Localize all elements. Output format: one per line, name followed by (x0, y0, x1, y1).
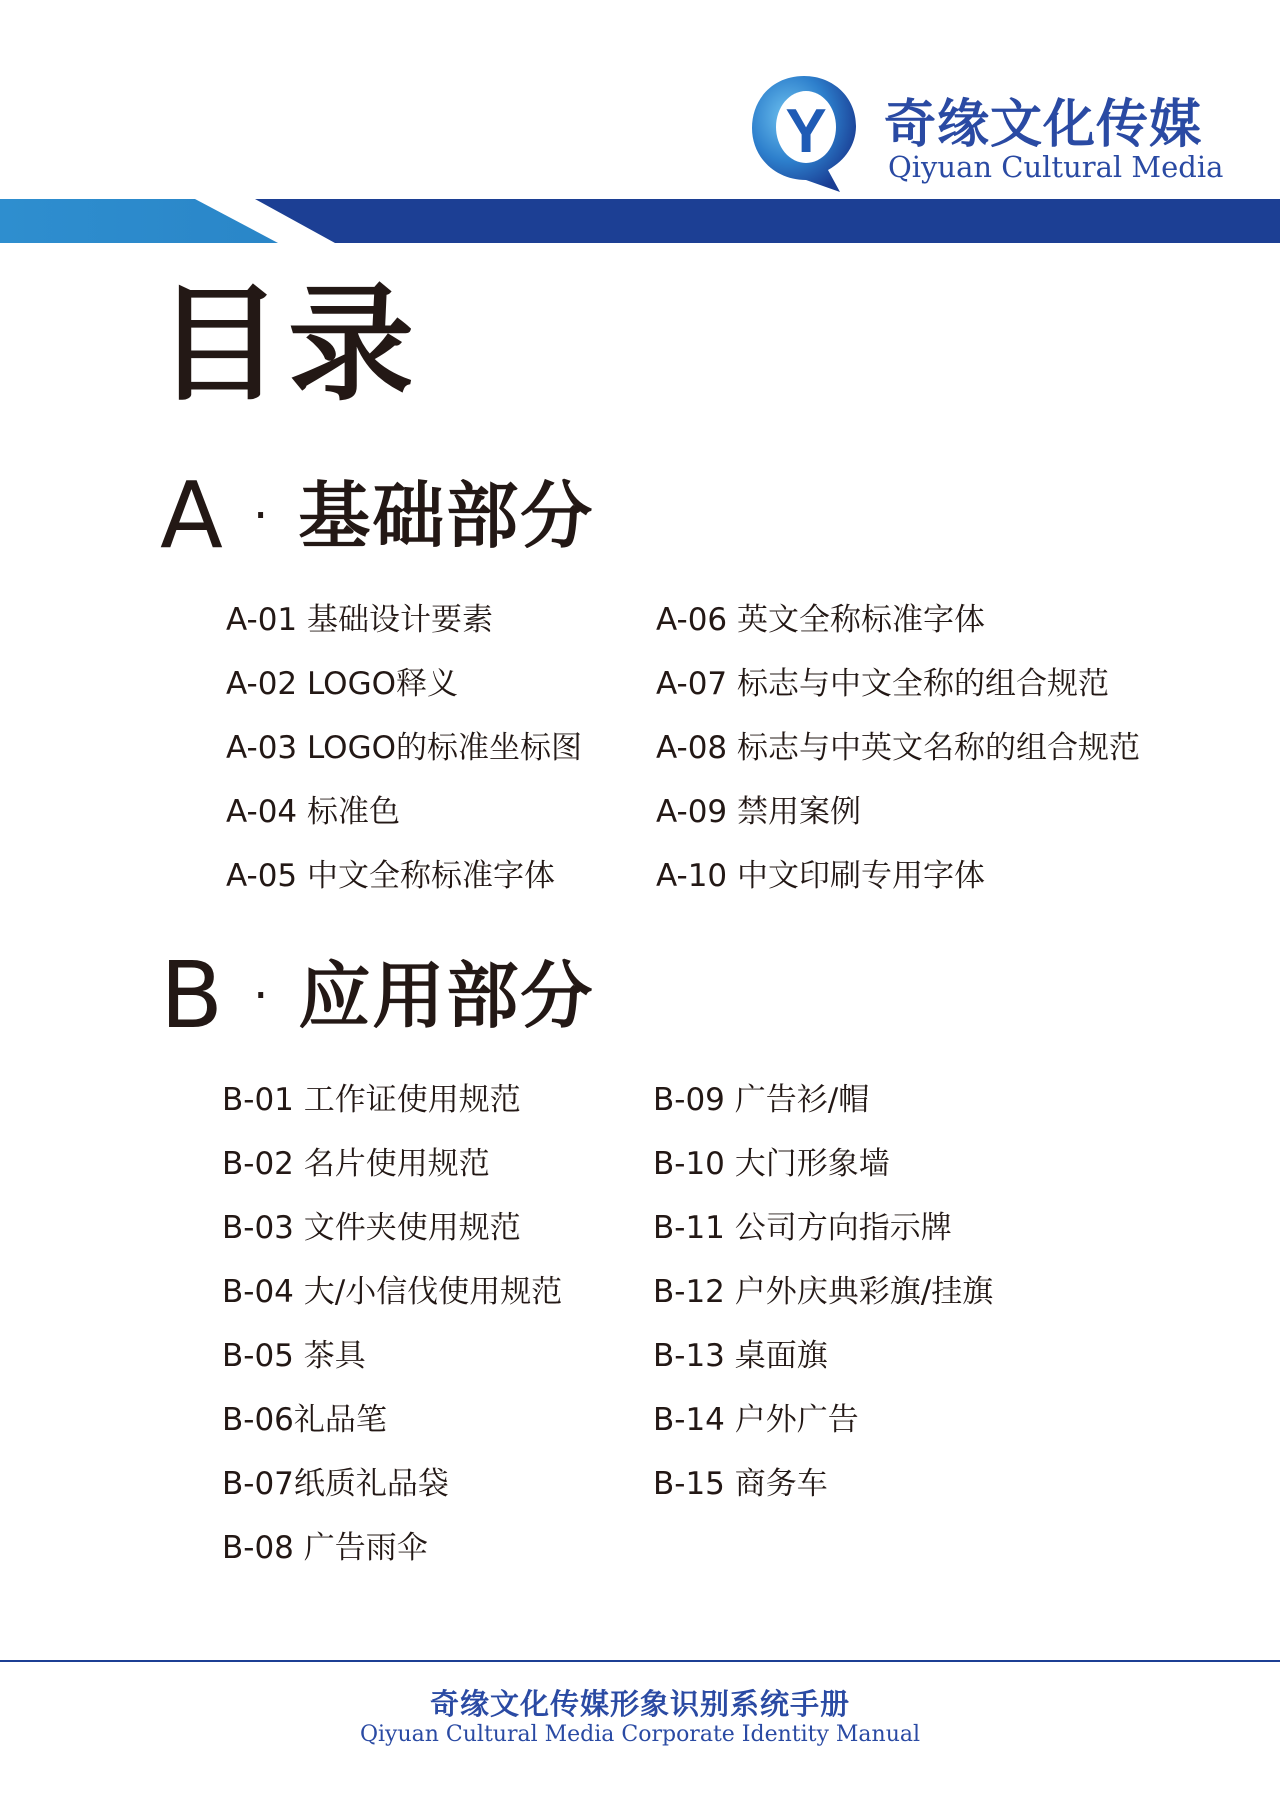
footer-title-en: Qiyuan Cultural Media Corporate Identity Manual (359, 1722, 921, 1747)
brand-name-en: Qiyuan Cultural Media (888, 150, 1224, 184)
section-a-left-list (226, 602, 582, 922)
toc-item-a09[interactable]: A-09 禁用案例 (656, 794, 862, 830)
section-a-right-list (656, 602, 1140, 922)
section-a-heading (160, 462, 595, 569)
toc-item-b11[interactable]: B-11 公司方向指示牌 (653, 1210, 952, 1246)
section-a-letter: A (160, 462, 223, 569)
toc-item-b04[interactable]: B-04 大/小信伐使用规范 (222, 1274, 563, 1310)
toc-item-b07[interactable]: B-07纸质礼品袋 (222, 1466, 449, 1502)
toc-item-b10[interactable]: B-10 大门形象墙 (653, 1146, 890, 1182)
toc-item-b09[interactable]: B-09 广告衫/帽 (653, 1082, 870, 1118)
toc-item-a10[interactable]: A-10 中文印刷专用字体 (656, 858, 986, 894)
toc-item-a08[interactable]: A-08 标志与中英文名称的组合规范 (656, 730, 1141, 766)
section-b-dot: · (253, 968, 269, 1024)
toc-item-b06[interactable]: B-06礼品笔 (222, 1402, 387, 1438)
footer-divider (0, 1660, 1280, 1662)
toc-item-b14[interactable]: B-14 户外广告 (653, 1402, 859, 1438)
toc-item-a03[interactable]: A-03 LOGO的标准坐标图 (226, 730, 582, 766)
brand-name-cn: 奇缘文化传媒 (884, 95, 1203, 155)
logo-mark-icon (748, 72, 860, 194)
brand-logo (748, 72, 1224, 202)
toc-item-b15[interactable]: B-15 商务车 (653, 1466, 828, 1502)
section-b-heading (160, 942, 595, 1049)
toc-item-b05[interactable]: B-05 茶具 (222, 1338, 366, 1374)
toc-item-a01[interactable]: A-01 基础设计要素 (226, 602, 494, 638)
toc-item-b03[interactable]: B-03 文件夹使用规范 (222, 1210, 521, 1246)
toc-item-a05[interactable]: A-05 中文全称标准字体 (226, 858, 556, 894)
header-band (0, 199, 1280, 243)
section-b-title: 应用部分 (298, 954, 595, 1038)
toc-item-b08[interactable]: B-08 广告雨伞 (222, 1530, 428, 1566)
toc-item-a07[interactable]: A-07 标志与中文全称的组合规范 (656, 666, 1110, 702)
toc-item-b12[interactable]: B-12 户外庆典彩旗/挂旗 (653, 1274, 994, 1310)
page-title: 目录 (156, 271, 420, 418)
section-b-right-list (653, 1082, 993, 1530)
logo-letter: Y (785, 97, 827, 166)
toc-item-b02[interactable]: B-02 名片使用规范 (222, 1146, 490, 1182)
section-a-dot: · (252, 488, 269, 544)
toc-item-b13[interactable]: B-13 桌面旗 (653, 1338, 828, 1374)
toc-item-a04[interactable]: A-04 标准色 (226, 794, 401, 830)
section-b-left-list (222, 1082, 562, 1594)
footer-title-cn: 奇缘文化传媒形象识别系统手册 (429, 1687, 850, 1721)
section-a-title: 基础部分 (298, 474, 595, 558)
section-b-letter: B (160, 942, 224, 1049)
toc-item-b01[interactable]: B-01 工作证使用规范 (222, 1082, 521, 1118)
toc-item-a06[interactable]: A-06 英文全称标准字体 (656, 602, 986, 638)
toc-item-a02[interactable]: A-02 LOGO释义 (226, 666, 459, 702)
